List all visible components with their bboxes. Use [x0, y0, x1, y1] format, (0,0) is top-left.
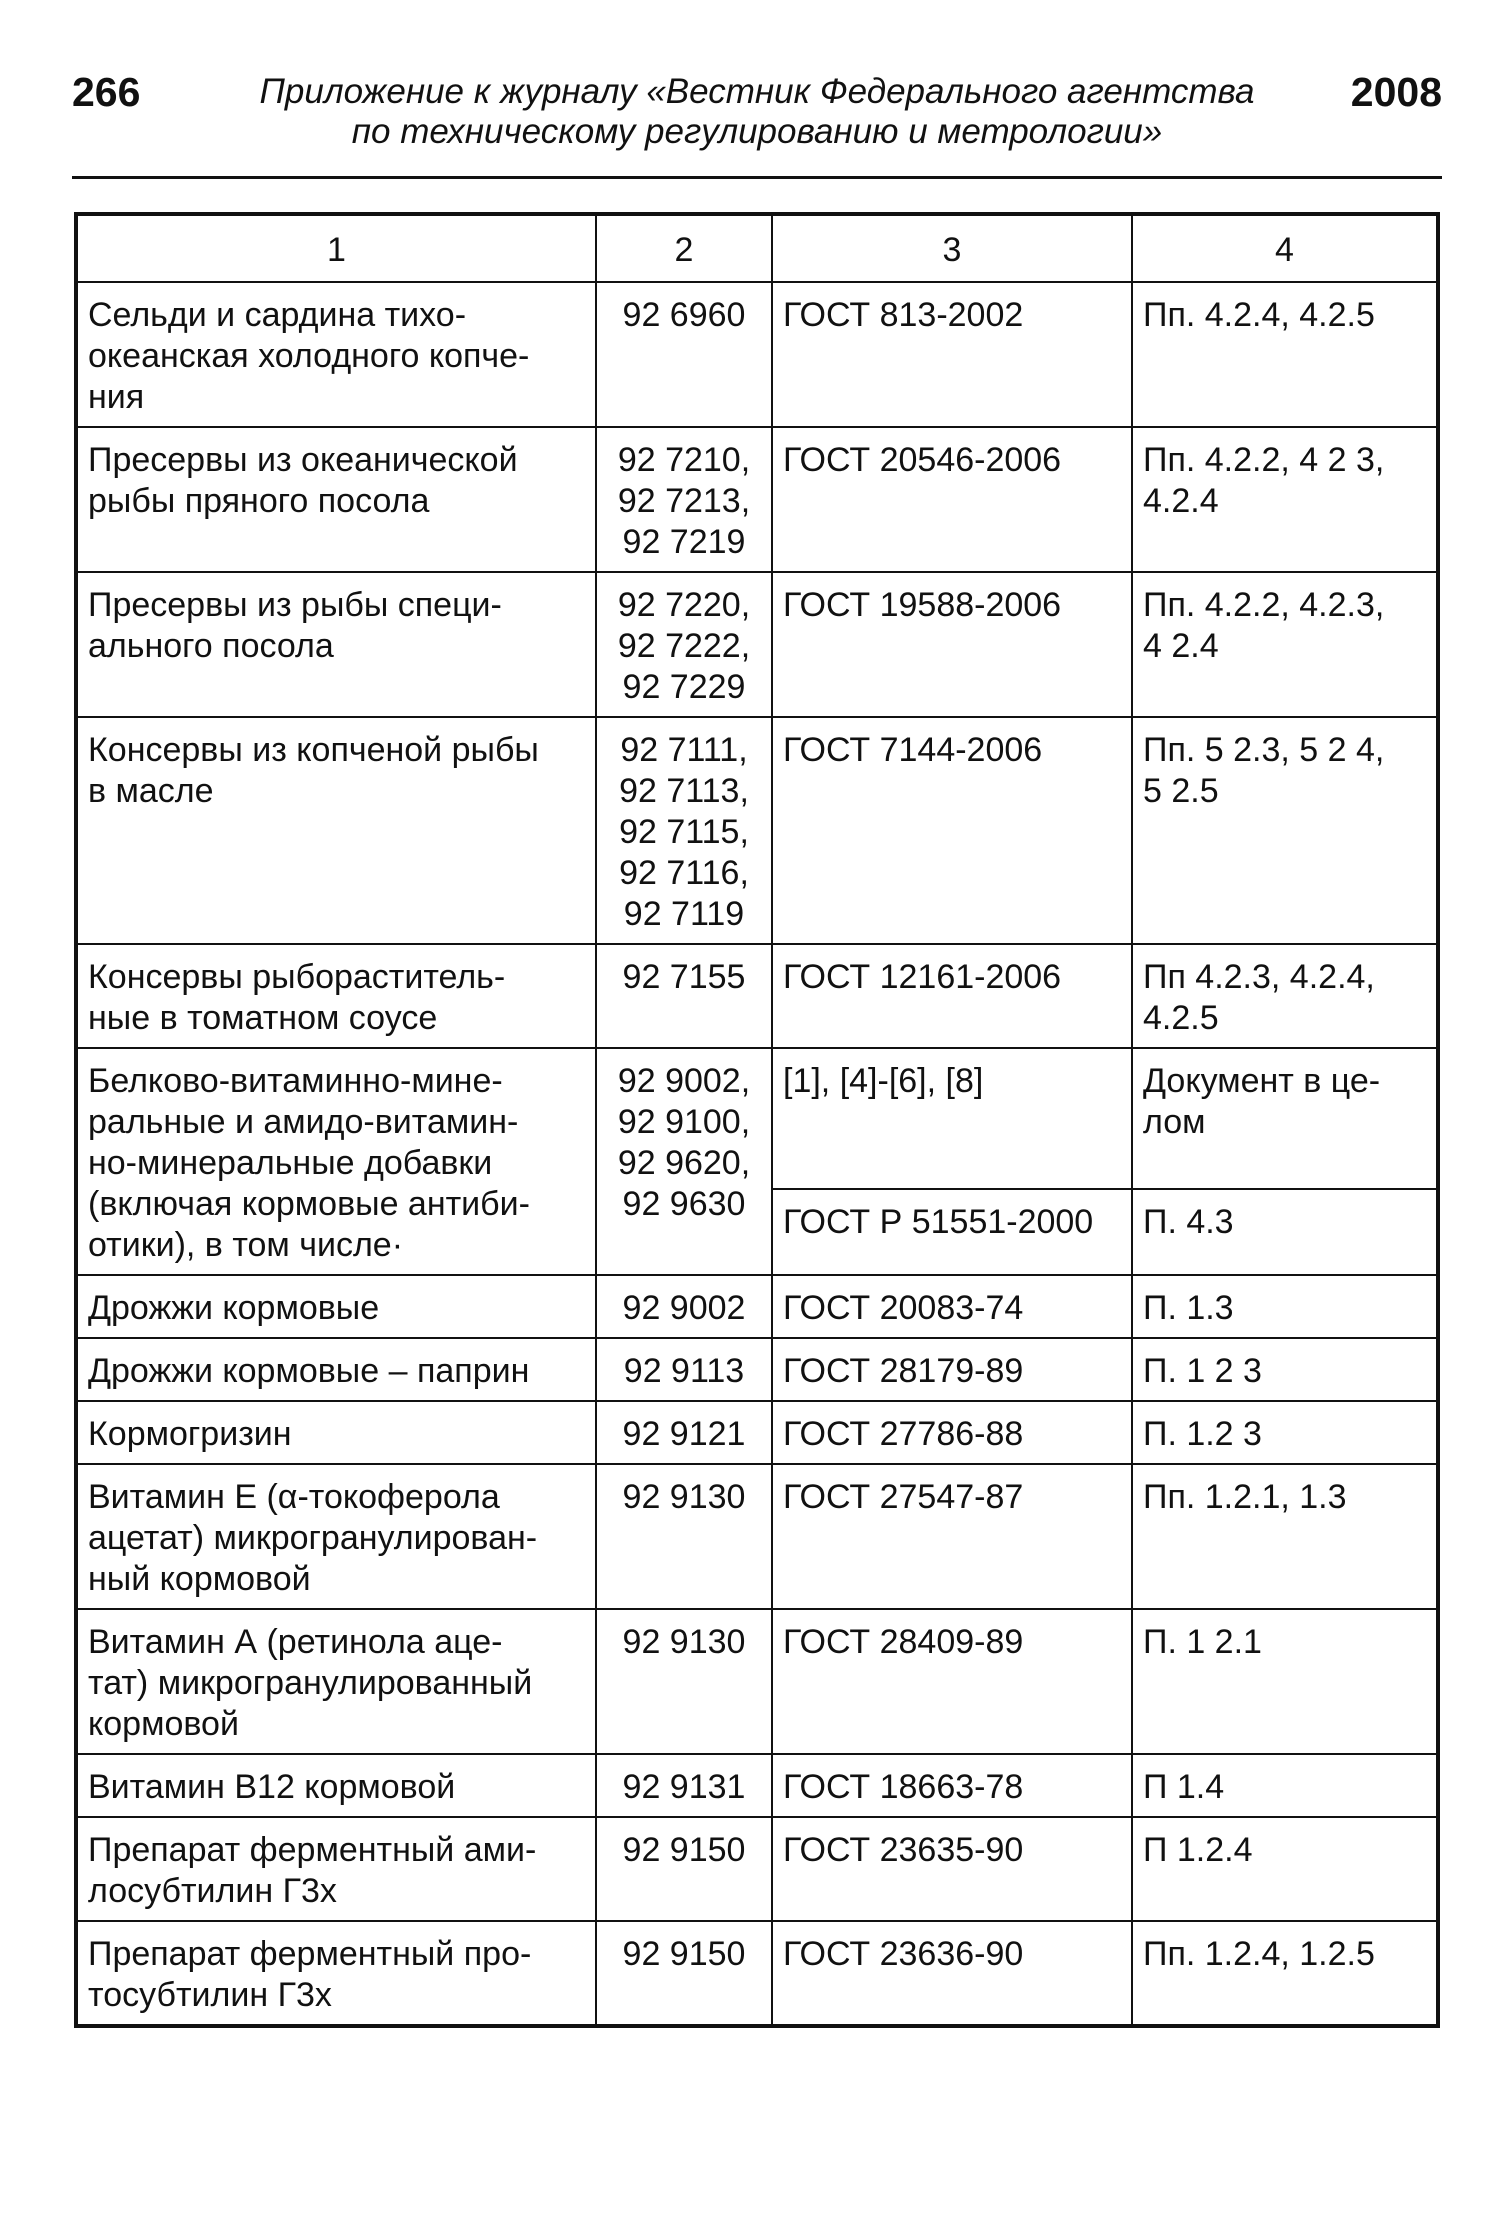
column-header: 3	[772, 214, 1132, 282]
clauses-cell	[1132, 1464, 1438, 1609]
running-title	[172, 72, 1342, 152]
clause-text: П. 1.3	[1143, 1289, 1234, 1327]
okp-code: 92 9113	[623, 1352, 745, 1390]
product-name-line: ные в томатном соусе	[88, 999, 438, 1037]
clause-text: Документ в це-	[1143, 1062, 1381, 1100]
product-name-line: океанская холодного копче-	[88, 337, 530, 375]
product-name-line: Консервы рыбораститель-	[88, 958, 506, 996]
product-name-line: Витамин А (ретинола аце-	[88, 1623, 503, 1661]
clause-text: 5 2.5	[1143, 772, 1219, 810]
product-name-line: Витамин Е (α-токоферола	[88, 1478, 500, 1516]
okp-code-cell	[596, 1048, 772, 1275]
product-name-line: ральные и амидо-витамин-	[88, 1103, 519, 1141]
page-number: 266	[72, 69, 141, 115]
running-title-line-1: Приложение к журналу «Вестник Федерального агентства	[259, 72, 1255, 111]
clauses-cell	[1132, 1401, 1438, 1464]
product-name-cell	[76, 282, 596, 427]
clauses-cell	[1132, 1189, 1438, 1275]
table-row	[76, 427, 1438, 572]
clause-text: П 1.2.4	[1143, 1831, 1253, 1869]
okp-code: 92 7220,	[617, 586, 751, 624]
okp-code: 92 9620,	[617, 1144, 751, 1182]
okp-code-cell	[596, 717, 772, 944]
product-name-line: тат) микрогранулированный	[88, 1664, 533, 1702]
year: 2008	[1350, 69, 1442, 115]
okp-code: 92 9130	[622, 1478, 746, 1516]
column-header: 4	[1132, 214, 1438, 282]
table-row	[76, 944, 1438, 1048]
standard-doc-cell: ГОСТ 20546-2006	[772, 427, 1132, 572]
okp-code: 92 7119	[623, 895, 745, 933]
clauses-cell	[1132, 1817, 1438, 1921]
clauses-cell	[1132, 944, 1438, 1048]
table-body	[76, 282, 1438, 2026]
product-name-line: Сельди и сардина тихо-	[88, 296, 467, 334]
product-name-cell	[76, 1464, 596, 1609]
clause-text: Пп 4.2.3, 4.2.4,	[1143, 958, 1375, 996]
okp-code: 92 9002,	[617, 1062, 751, 1100]
standard-doc-cell: ГОСТ 28409-89	[772, 1609, 1132, 1754]
standard-doc-cell: ГОСТ 19588-2006	[772, 572, 1132, 717]
product-name-line: ный кормовой	[88, 1560, 311, 1598]
okp-code: 92 7155	[622, 958, 746, 996]
page-header	[72, 62, 1442, 172]
table-header-row	[76, 214, 1438, 282]
okp-code: 92 6960	[622, 296, 746, 334]
clause-text: П. 4.3	[1143, 1203, 1234, 1242]
okp-code-cell	[596, 1921, 772, 2026]
product-name-line: ния	[88, 378, 145, 416]
clauses-cell	[1132, 427, 1438, 572]
clauses-cell	[1132, 282, 1438, 427]
okp-code: 92 7213,	[617, 482, 751, 520]
product-name-cell	[76, 717, 596, 944]
clause-text: Пп. 4.2.2, 4 2 3,	[1143, 441, 1385, 479]
okp-code: 92 9002	[622, 1289, 746, 1327]
standard-doc-cell: ГОСТ 27786-88	[772, 1401, 1132, 1464]
product-name-cell	[76, 1401, 596, 1464]
column-header: 1	[76, 214, 596, 282]
standard-doc-cell: [1], [4]-[6], [8]	[772, 1048, 1132, 1189]
product-name-line: но-минеральные добавки	[88, 1144, 493, 1182]
product-name-cell	[76, 1338, 596, 1401]
okp-code-cell	[596, 1464, 772, 1609]
product-name-line: Консервы из копченой рыбы	[88, 731, 539, 769]
clause-text: Пп. 1.2.4, 1.2.5	[1143, 1935, 1375, 1973]
standard-doc-cell: ГОСТ Р 51551-2000	[772, 1189, 1132, 1275]
product-name-line: отики), в том числе·	[88, 1226, 404, 1264]
clauses-cell	[1132, 717, 1438, 944]
standards-table	[74, 212, 1440, 2028]
product-name-line: рыбы пряного посола	[88, 482, 430, 520]
okp-code: 92 7115,	[619, 813, 749, 851]
clause-text: лом	[1143, 1103, 1206, 1141]
product-name-line: Витамин В12 кормовой	[88, 1768, 456, 1806]
table-container	[74, 212, 1436, 2028]
clauses-cell	[1132, 572, 1438, 717]
clause-text: Пп. 1.2.1, 1.3	[1143, 1478, 1347, 1516]
standard-doc-cell: ГОСТ 18663-78	[772, 1754, 1132, 1817]
clauses-cell	[1132, 1921, 1438, 2026]
clauses-cell	[1132, 1275, 1438, 1338]
clause-text: Пп. 4.2.2, 4.2.3,	[1143, 586, 1385, 624]
table-row	[76, 1275, 1438, 1338]
okp-code-cell	[596, 572, 772, 717]
okp-code: 92 9100,	[617, 1103, 751, 1141]
table-row	[76, 1817, 1438, 1921]
header-rule	[72, 176, 1442, 179]
table-row	[76, 1464, 1438, 1609]
clause-text: П. 1.2 3	[1143, 1415, 1262, 1453]
product-name-line: в масле	[88, 772, 214, 810]
column-header: 2	[596, 214, 772, 282]
standard-doc-cell: ГОСТ 23635-90	[772, 1817, 1132, 1921]
standard-doc-cell: ГОСТ 23636-90	[772, 1921, 1132, 2026]
clause-text: Пп. 4.2.4, 4.2.5	[1143, 296, 1375, 334]
okp-code-cell	[596, 1609, 772, 1754]
product-name-line: Белково-витаминно-мине-	[88, 1062, 503, 1100]
product-name-line: Препарат ферментный про-	[88, 1935, 532, 1973]
product-name-cell	[76, 1754, 596, 1817]
product-name-line: (включая кормовые антиби-	[88, 1185, 530, 1223]
okp-code-cell	[596, 1401, 772, 1464]
clauses-cell	[1132, 1048, 1438, 1189]
table-row	[76, 1609, 1438, 1754]
clause-text: П. 1 2.1	[1143, 1623, 1262, 1661]
okp-code: 92 9150	[622, 1831, 746, 1869]
okp-code: 92 7210,	[617, 441, 751, 479]
table-row	[76, 572, 1438, 717]
product-name-line: ацетат) микрогранулирован-	[88, 1519, 538, 1557]
product-name-line: Препарат ферментный ами-	[88, 1831, 537, 1869]
standard-doc-cell: ГОСТ 7144-2006	[772, 717, 1132, 944]
product-name-cell	[76, 1048, 596, 1275]
table-row	[76, 1401, 1438, 1464]
clauses-cell	[1132, 1754, 1438, 1817]
product-name-line: ального посола	[88, 627, 334, 665]
clause-text: 4 2.4	[1143, 627, 1219, 665]
product-name-line: тосубтилин Г3х	[88, 1976, 332, 2014]
clause-text: П 1.4	[1143, 1768, 1225, 1806]
okp-code: 92 7222,	[617, 627, 751, 665]
table-row	[76, 282, 1438, 427]
product-name-cell	[76, 1609, 596, 1754]
okp-code: 92 9150	[622, 1935, 746, 1973]
clauses-cell	[1132, 1338, 1438, 1401]
table-row	[76, 1754, 1438, 1817]
table-row	[76, 717, 1438, 944]
okp-code: 92 9131	[622, 1768, 746, 1806]
okp-code-cell	[596, 944, 772, 1048]
okp-code: 92 9130	[622, 1623, 746, 1661]
product-name-line: кормовой	[88, 1705, 239, 1743]
okp-code: 92 9630	[622, 1185, 746, 1223]
product-name-line: Дрожжи кормовые	[88, 1289, 380, 1327]
product-name-cell	[76, 572, 596, 717]
product-name-cell	[76, 1921, 596, 2026]
product-name-cell	[76, 1275, 596, 1338]
okp-code-cell	[596, 1275, 772, 1338]
standard-doc-cell: ГОСТ 12161-2006	[772, 944, 1132, 1048]
product-name-line: Пресервы из океанической	[88, 441, 518, 479]
standard-doc-cell: ГОСТ 20083-74	[772, 1275, 1132, 1338]
okp-code: 92 7229	[622, 668, 746, 706]
table-row	[76, 1048, 1438, 1189]
okp-code: 92 7219	[622, 523, 746, 561]
product-name-line: Кормогризин	[88, 1415, 292, 1453]
standard-doc-cell: ГОСТ 27547-87	[772, 1464, 1132, 1609]
product-name-line: Дрожжи кормовые – паприн	[88, 1352, 530, 1390]
product-name-cell	[76, 944, 596, 1048]
okp-code-cell	[596, 1338, 772, 1401]
running-title-line-2: по техническому регулированию и метрологии»	[351, 112, 1163, 151]
product-name-cell	[76, 1817, 596, 1921]
clause-text: П. 1 2 3	[1143, 1352, 1262, 1390]
okp-code-cell	[596, 1754, 772, 1817]
product-name-line: Пресервы из рыбы специ-	[88, 586, 502, 624]
table-row	[76, 1921, 1438, 2026]
product-name-cell	[76, 427, 596, 572]
okp-code: 92 7113,	[619, 772, 749, 810]
okp-code: 92 7111,	[620, 731, 748, 769]
product-name-line: лосубтилин Г3х	[88, 1872, 337, 1910]
clause-text: 4.2.4	[1143, 482, 1219, 520]
clauses-cell	[1132, 1609, 1438, 1754]
okp-code: 92 7116,	[619, 854, 749, 892]
clause-text: 4.2.5	[1143, 999, 1219, 1037]
standard-doc-cell: ГОСТ 813-2002	[772, 282, 1132, 427]
okp-code-cell	[596, 427, 772, 572]
okp-code: 92 9121	[622, 1415, 746, 1453]
standard-doc-cell: ГОСТ 28179-89	[772, 1338, 1132, 1401]
okp-code-cell	[596, 282, 772, 427]
table-row	[76, 1338, 1438, 1401]
okp-code-cell	[596, 1817, 772, 1921]
clause-text: Пп. 5 2.3, 5 2 4,	[1143, 731, 1385, 769]
